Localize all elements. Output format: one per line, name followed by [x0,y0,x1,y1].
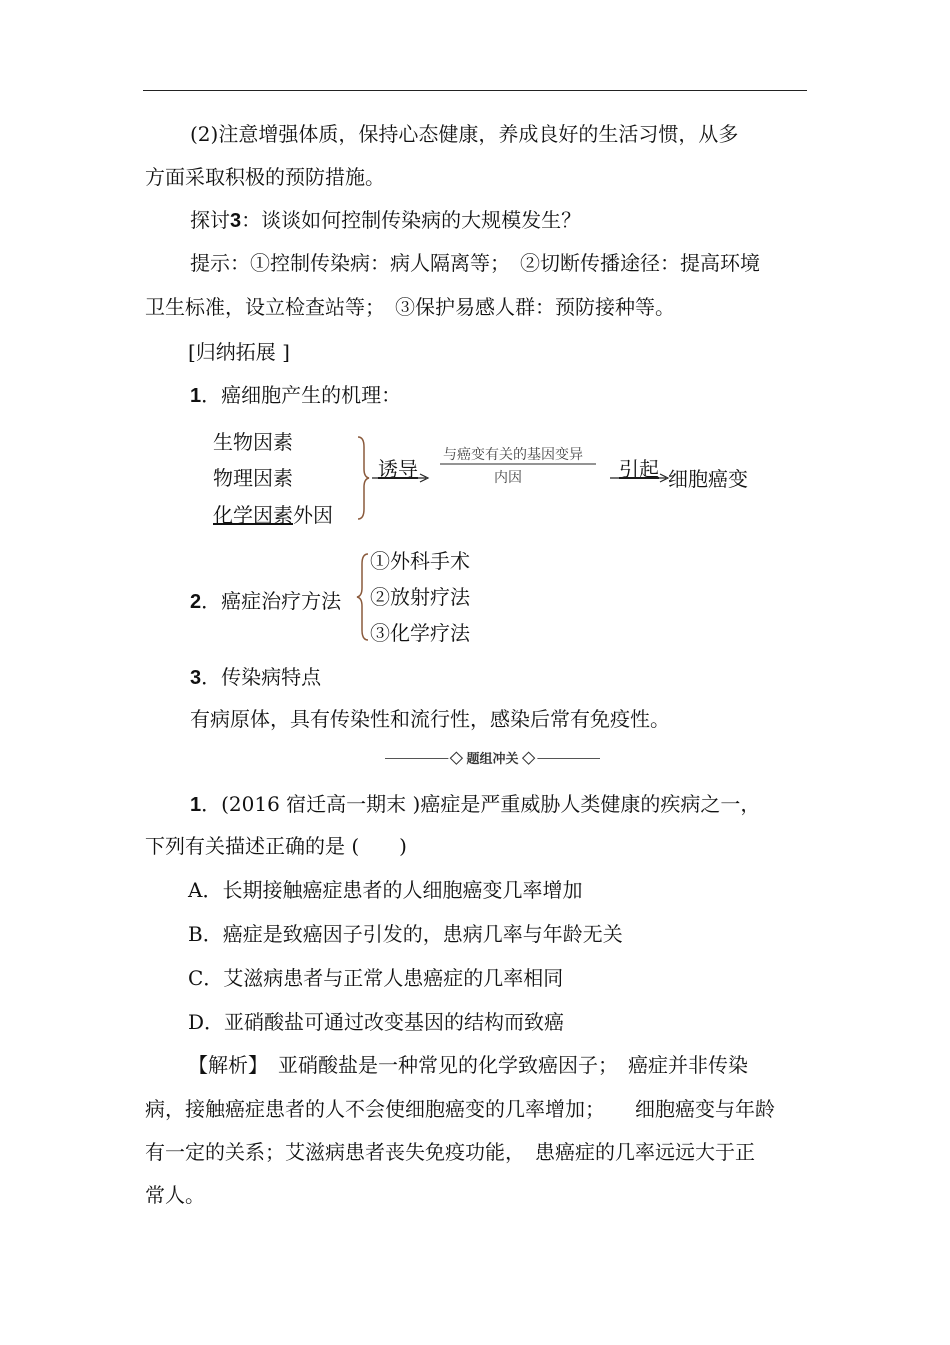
question-number: 1 [190,794,202,816]
item-text: ．癌细胞产生的机理： [201,383,402,407]
result-label: 细胞癌变 [668,467,748,491]
discussion-number: 3 [230,210,242,232]
inner-factor-label: 内因 [494,470,522,486]
item-number: 3 [190,667,202,689]
discussion-3 [190,206,581,235]
item-number: 1 [190,385,202,407]
method-chemo: ③化学疗法 [370,621,470,645]
item-1 [190,381,401,410]
option-d: D．亚硝酸盐可通过改变基因的结构而致癌 [188,1010,565,1034]
item-text: ．传染病特点 [201,665,322,689]
item-text: ．癌症治疗方法 [201,589,342,613]
gene-mutation-label: 与癌变有关的基因变异 [443,447,583,463]
section-divider [385,748,600,768]
factors-brace-icon [352,433,372,523]
summary-heading: [归纳拓展 ] [188,340,290,364]
divider-label: ◇ 题组冲关 ◇ [448,748,537,767]
induce-arrow-icon [372,472,432,486]
analysis-line: 常人。 [145,1183,205,1207]
induce-label: 诱导 [378,457,418,481]
analysis-line: 有一定的关系；艾滋病患者丧失免疫功能， 患癌症的几率远远大于正 [145,1140,755,1164]
factor-biological: 生物因素 [213,430,293,454]
question-text: ．(2016 宿迁高一期末 )癌症是严重威胁人类健康的疾病之一， [201,792,761,816]
paragraph-line: 方面采取积极的预防措施。 [145,165,385,189]
cause-arrow-icon [610,472,672,486]
question-1-stem [190,790,760,819]
option-b: B．癌症是致癌因子引发的，患病几率与年龄无关 [188,922,623,946]
analysis-line: 病，接触癌症患者的人不会使细胞癌变的几率增加； 细胞癌变与年龄 [145,1097,775,1121]
factor-chemical-row [213,501,333,529]
header-rule [143,90,807,91]
discussion-label: 探讨 [190,208,230,232]
paragraph-line: (2)注意增强体质，保持心态健康，养成良好的生活习惯，从多 [190,122,739,146]
hint-line: 卫生标准，设立检查站等； ③保护易感人群：预防接种等。 [145,295,675,319]
option-c: C．艾滋病患者与正常人患癌症的几率相同 [188,966,564,990]
cause-label: 引起 [619,457,659,481]
item-3 [190,663,321,692]
item-3-description: 有病原体，具有传染性和流行性，感染后常有免疫性。 [190,707,670,731]
item-number: 2 [190,591,202,613]
hint-line: 提示：①控制传染病：病人隔离等； ②切断传播途径：提高环境 [190,251,760,275]
outer-factor-label: 外因 [293,503,333,527]
item-2 [190,587,341,616]
question-1-stem-cont: 下列有关描述正确的是 ( ) [145,834,407,858]
option-a: A．长期接触癌症患者的人细胞癌变几率增加 [188,878,583,902]
factor-chemical: 化学因素 [213,503,293,527]
analysis-line: 【解析】 亚硝酸盐是一种常见的化学致癌因子； 癌症并非传染 [188,1053,748,1077]
factor-physical: 物理因素 [213,466,293,490]
discussion-text: ：谈谈如何控制传染病的大规模发生？ [241,208,582,232]
method-radiation: ②放射疗法 [370,585,470,609]
method-surgery: ①外科手术 [370,549,470,573]
